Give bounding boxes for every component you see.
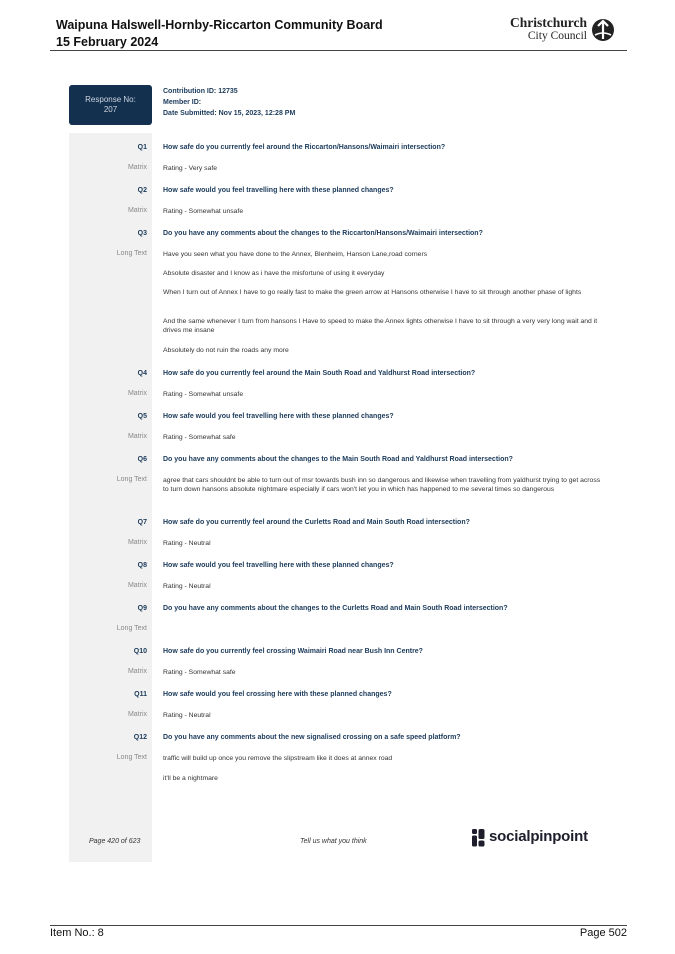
question-text: How safe would you feel crossing here with these planned changes? bbox=[163, 691, 392, 698]
question-number: Q8 bbox=[137, 562, 147, 569]
contribution-meta bbox=[163, 86, 295, 119]
answer-text: Rating - Somewhat unsafe bbox=[163, 208, 244, 215]
question-text: Do you have any comments about the changes to the Curletts Road and Main South Road intersection? bbox=[163, 605, 508, 612]
question-text: Do you have any comments about the changes to the Main South Road and Yaldhurst Road intersection? bbox=[163, 456, 513, 463]
answer-text: Rating - Somewhat safe bbox=[163, 669, 236, 676]
question-text: Do you have any comments about the changes to the Riccarton/Hansons/Waimairi intersection? bbox=[163, 230, 483, 237]
council-logo bbox=[511, 16, 615, 44]
report-date: 15 February 2024 bbox=[56, 35, 159, 49]
answer-type: Long Text bbox=[116, 250, 147, 257]
label-column bbox=[69, 133, 152, 862]
contribution-id-value: 12735 bbox=[218, 88, 238, 95]
answer-type: Matrix bbox=[127, 390, 147, 397]
answer-type: Matrix bbox=[127, 164, 147, 171]
response-label: Response No: bbox=[85, 95, 136, 104]
question-number: Q9 bbox=[137, 605, 147, 612]
socialpinpoint-wordmark: socialpinpoint bbox=[489, 828, 588, 845]
question-number: Q2 bbox=[137, 187, 147, 194]
question-number: Q6 bbox=[137, 456, 147, 463]
contribution-id-label: Contribution ID: bbox=[163, 88, 217, 95]
question-text: How safe would you feel travelling here with these planned changes? bbox=[163, 187, 394, 194]
question-text: How safe do you currently feel crossing Waimairi Road near Bush Inn Centre? bbox=[163, 648, 423, 655]
inner-page-count: Page 420 of 623 bbox=[89, 838, 141, 845]
answer-type: Matrix bbox=[127, 711, 147, 718]
question-number: Q12 bbox=[133, 734, 147, 741]
header-divider bbox=[50, 50, 627, 51]
question-number: Q7 bbox=[137, 519, 147, 526]
answer-type: Matrix bbox=[127, 207, 147, 214]
date-submitted-value: Nov 15, 2023, 12:28 PM bbox=[218, 110, 296, 117]
date-submitted-label: Date Submitted: bbox=[163, 110, 217, 117]
answer-text: Rating - Very safe bbox=[163, 165, 218, 172]
question-text: Do you have any comments about the new signalised crossing on a safe speed platform? bbox=[163, 734, 461, 741]
answer-text: Have you seen what you have done to the Annex, Blenheim, Hanson Lane,road corners bbox=[163, 251, 428, 258]
report-header bbox=[56, 17, 383, 51]
tagline: Tell us what you think bbox=[300, 838, 367, 845]
answer-type: Long Text bbox=[116, 754, 147, 761]
response-number-badge bbox=[69, 85, 152, 125]
answer-text: When I turn out of Annex I have to go really fast to make the green arrow at Hansons otherwise I have to sit through another phase of lights bbox=[163, 289, 582, 296]
answer-type: Matrix bbox=[127, 582, 147, 589]
socialpinpoint-mark-icon bbox=[471, 828, 486, 848]
answer-text: Rating - Neutral bbox=[163, 712, 211, 719]
page-number: Page 502 bbox=[579, 927, 627, 939]
answer-text: Rating - Neutral bbox=[163, 540, 211, 547]
question-number: Q3 bbox=[137, 230, 147, 237]
answer-type: Matrix bbox=[127, 433, 147, 440]
answer-type: Matrix bbox=[127, 539, 147, 546]
answer-text: Rating - Somewhat safe bbox=[163, 434, 236, 441]
question-text: How safe would you feel travelling here with these planned changes? bbox=[163, 562, 394, 569]
question-number: Q5 bbox=[137, 413, 147, 420]
response-number: 207 bbox=[103, 105, 118, 114]
answer-text: Rating - Somewhat unsafe bbox=[163, 391, 244, 398]
logo-line2: City Council bbox=[527, 30, 587, 42]
logo-line1: Christchurch bbox=[509, 15, 587, 30]
answer-text: And the same whenever I turn from hansons I Have to speed to make the Annex lights otherwise I have to sit through a very very long wait and it drives me insane bbox=[163, 318, 598, 334]
question-text: How safe do you currently feel around the Curletts Road and Main South Road intersection? bbox=[163, 519, 470, 526]
answer-text: Rating - Neutral bbox=[163, 583, 211, 590]
report-title: Waipuna Halswell-Hornby-Riccarton Community Board bbox=[56, 18, 383, 32]
question-text: How safe would you feel travelling here with these planned changes? bbox=[163, 413, 394, 420]
question-text: How safe do you currently feel around the Riccarton/Hansons/Waimairi intersection? bbox=[163, 144, 446, 151]
question-number: Q1 bbox=[137, 144, 147, 151]
answer-type: Matrix bbox=[127, 668, 147, 675]
answer-text: Absolute disaster and I know as i have the misfortune of using it everyday bbox=[163, 270, 385, 277]
answer-text: it'll be a nightmare bbox=[163, 775, 218, 782]
item-number: Item No.: 8 bbox=[50, 927, 104, 939]
answer-type: Long Text bbox=[116, 625, 147, 632]
question-number: Q11 bbox=[134, 691, 147, 698]
answer-text: traffic will build up once you remove the slipstream like it does at annex road bbox=[163, 755, 393, 762]
member-id-label: Member ID: bbox=[163, 99, 202, 106]
question-number: Q10 bbox=[133, 648, 147, 655]
council-emblem-icon bbox=[591, 17, 615, 43]
answer-type: Long Text bbox=[116, 476, 147, 483]
question-number: Q4 bbox=[137, 370, 147, 377]
question-text: How safe do you currently feel around the Main South Road and Yaldhurst Road intersection? bbox=[163, 370, 476, 377]
footer-divider bbox=[50, 925, 627, 926]
answer-text: Absolutely do not ruin the roads any more bbox=[163, 347, 289, 354]
answer-text: agree that cars shouldnt be able to turn out of msr towards bush inn so dangerous and likewise when travelling from yaldhurst trying to get across to turn down hansons absolute nightmare especially if cars won't let you in which has happened to me several times so dangerous bbox=[163, 477, 601, 493]
